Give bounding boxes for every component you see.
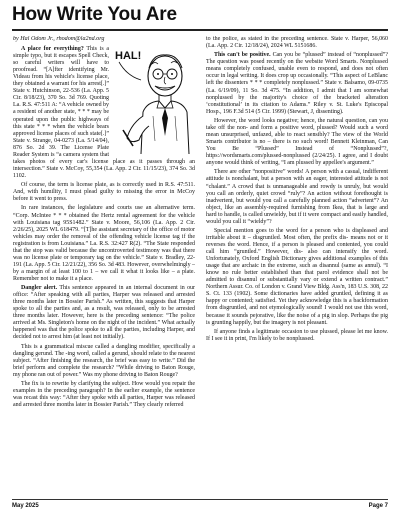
right-column [206,36,388,496]
section-lead-heading: Dangler alert. [21,285,58,292]
article-paragraph [13,205,195,283]
paragraph-text: to the police, as stated in the preceding sentence. State v. Harper, 56,060 (La. App. 2 Cir. 12/18/24), 2024 WL 5151686. [206,36,388,50]
article-paragraph [206,228,388,327]
page-number: Page 7 [368,503,388,509]
article-paragraph [206,52,388,115]
paragraph-text: This is a simple typo, but it escapes Spell Check, so careful writers will have to proofread. “[A]fter identifying Mr. Videau from his vehicle's license place, they obtained a warrant for his arrest[.]” State v. Hutchinson, 22-536 (La. App. 5 Cir. 8/18/23), 370 So. 3d 769. Quoting La. R.S. 47:511 A: “A vehicle owned by a resident of another state, * * * may be operated upon the public highways of this state * * * when the vehicle bears approved license places of such state[.]” State v. Strange, 04-0273 (La. 5/14/04), 876 So. 2d 39. The License Plate Reader System is “a camera system that takes photos of every car's license place as it passes through an intersection.” State v. McCoy, 55,354 (La. App. 2 Cir. 11/15/23), 374 So. 3d 1102. [13,46,195,179]
section-lead-heading: A place for everything? [21,46,84,53]
paragraph-text: This sentence appeared in an internal document in our office: “After speaking with all parties, Harper was released and arrested three months later in Bossier Parish.” As written, this suggests that Harper spoke to all the parties and, as a result, was released, only to be arrested three months later. However, here is the preceding sentence: “The police arrived at Ms. Singleton's home on the night of the incident.” What actually happened was that the police spoke to all the parties, including Harper, and decided not to arrest him (at least not initially). [13,285,195,341]
left-column [13,36,195,496]
author-caricature-illustration [113,46,195,154]
title-rule [12,29,388,31]
paragraph-text: Can you be “plussed” instead of “nonplussed”? The question was posed recently on the website Word Smarts. Nonplussed means completely confused, unable even to respond, and does not often occur in legal writing. It does crop up occasionally. “This aspect of LeBlanc left the dissenters * * * completely nonplussed.” State v. Balsamo, 09-0735 (La. 6/19/09), 11 So. 3d 475. “In addition, I admit that I am somewhat nonplussed by the majority's choice of the bracketed alteration ‘constitutional’ in its citation to Adams.” Riley v. St. Luke's Episcopal Hosp., 196 F.3d 514 (5 Cir. 1999) (Stewart, J, dissenting). [206,52,388,115]
article-paragraph [13,381,195,409]
paragraph-text: If anyone finds a legitimate occasion to use plussed, please let me know. If I see it in print, I'm likely to be nonplussed. [206,328,388,342]
paragraph-text: In rare instances, the legislature and courts use an alternative term. “Corp. McIntee * * * obtained the Hertz rental agreement for the vehicle with Louisiana tag 95S1482.” State v. Moore, 56,106 (La. App. 2 Cir. 2/26/25), 2025 WL 618479. “[T]he assistant secretary of the office of motor vehicles may order the removal of the offending vehicle license tag if the registration is from Louisiana.” La. R.S. 32:427 R(2). “The State responded that the stop was valid because the uncontroverted testimony was that there was no license plate or temporary tag on the vehicle.” State v. Bradley, 22-191 (La. App. 5 Cir. 12/21/22), 356 So. 3d 483. However, overwhelmingly – by a margin of at least 100 to 1 – we call it what it looks like – a plate. Remember not to make it a place. [13,205,195,282]
paragraph-text: However, the word looks negative; hence, the natural question, can you take off the non- and form a positive word, plussed? Would such a word mean unsurprised, unfazed, able to react sensibly? The view of the World Smarts contributor is no – there is no such word! Bennett Kleinman, Can You Be “Plussed” Instead of “Nonplussed”?, https://wordsmarts.com/plussed-nonplussed (2/24/25). I agree, and I doubt anyone would think of writing, “I am plussed by appellee's argument.” [206,117,388,167]
article-paragraph [206,36,388,50]
byline: by Hal Odom Jr., rhodom@la2nd.org [13,36,105,42]
article-paragraph [206,329,388,343]
paragraph-text: Of course, the term is license plate, as is correctly used in R.S. 47:511. And, with humility, I must plead guilty to missing the error in McCoy before it went to press. [13,182,195,203]
article-paragraph [206,118,388,167]
paragraph-text: This is a grammatical miscue called a dangling modifier, specifically a dangling gerund. The -ing word, called a gerund, should relate to the nearest subject. “After finishing the research, the brief was easy to write.” Did the brief perform and complete the research? “While driving to Baton Rouge, my phone ran out of power.” Was my phone driving to Baton Rouge? [13,343,195,378]
footer-date: May 2025 [12,503,39,509]
article-paragraph [13,344,195,379]
paragraph-text: There are other “nonpositive” words! A person with a casual, indifferent attitude is nonchalant, but a person with an eager, interested attitude is not “chalant.” A crowd that is unmanageable and rowdy is unruly, but would you call an orderly, quiet crowd “ruly”? An action without forethought is inadvertent, but would you call a carefully planned action “advertent”? An object, like an assembly-required furnishing from Ikea, that is large and hard to handle, is called unwieldy, but if it were compact and easily handled, would you call it “wieldy”? [206,169,388,225]
footer-rule [12,499,388,500]
paragraph-text: Special mention goes to the word for a person who is displeased and irritable about it – disgruntled. Most often, the prefix dis- means not or it reverses the word. Hence, if a person is pleased and contented, you could call him “gruntled.” However, dis- also can intensify the word. Unfortunately, Oxford English Dictionary gives additional examples of this usage that are archaic in the extreme, such as disannul (same as annul). “I know no rule better established than that parol evidence shall not be admitted to disannul or substantially vary or extend a written contract.” Northern Assur. Co. of London v. Grand View Bldg. Ass'n, 183 U.S. 308, 22 S. Ct. 133 (1902). Some dictionaries have added gruntled, defining it as happy or contented; satisfied. Yet they acknowledge this is a backformation from disgruntled, and not etymologically sound! I would not use this word, because it sounds pejorative, like the noise of a pig in slop. Perhaps the pig is grunting happily, but the imagery is not pleasant. [206,227,388,326]
article-paragraph [206,169,388,225]
cartoon-caption: HAL! [115,50,142,63]
section-lead-heading: This can't be positive. [214,52,271,59]
article-paragraph [13,285,195,341]
page-title: How Write You Are [12,4,177,25]
paragraph-text: The fix is to rewrite by clarifying the subject. How would you repair the examples in the preceding paragraph? In the earlier example, the sentence was recast this way: “After they spoke with all parties, Harper was released and arrested three months later in Bossier Parish.” They clearly referred [13,381,195,409]
article-paragraph [13,182,195,203]
